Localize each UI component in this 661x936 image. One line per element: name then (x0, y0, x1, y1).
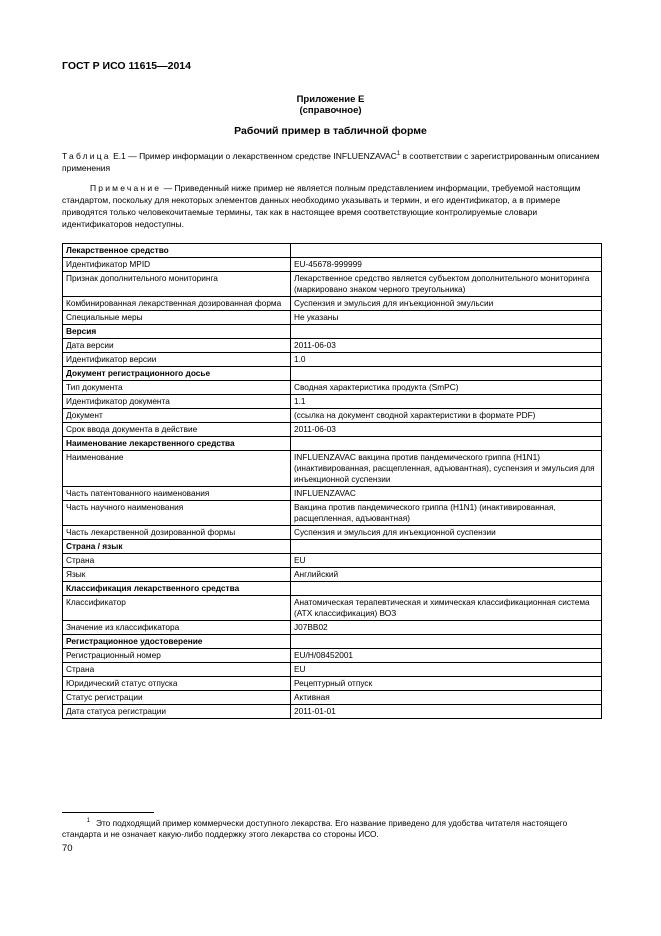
table-section-row (63, 244, 602, 258)
attribute-cell: Идентификатор MPID (63, 258, 291, 272)
value-cell: Не указаны (291, 311, 602, 325)
section-title: Рабочий пример в табличной форме (234, 125, 427, 137)
table-row (63, 568, 602, 582)
value-cell: INFLUENZAVAC вакцина против пандемического гриппа (H1N1) (инактивированная, расщепленная, адъювантная), суспензия и эмульсия для инъекционной суспензии (291, 451, 602, 487)
table-row (63, 501, 602, 526)
value-cell (291, 325, 602, 339)
section-heading-cell: Наименование лекарственного средства (63, 437, 291, 451)
footnote-ref: 1 (396, 151, 401, 157)
attribute-cell: Часть научного наименования (63, 501, 291, 526)
table-row (63, 663, 602, 677)
section-heading-cell: Классификация лекарственного средства (63, 582, 291, 596)
table-row (63, 395, 602, 409)
value-cell: INFLUENZAVAC (291, 487, 602, 501)
value-cell (291, 367, 602, 381)
table-row (63, 677, 602, 691)
attribute-cell: Юридический статус отпуска (63, 677, 291, 691)
table-row (63, 554, 602, 568)
value-cell: EU (291, 554, 602, 568)
section-heading-cell: Лекарственное средство (63, 244, 291, 258)
attribute-cell: Часть лекарственной дозированной формы (63, 526, 291, 540)
table-row (63, 409, 602, 423)
section-heading-cell: Документ регистрационного досье (63, 367, 291, 381)
table-row (63, 297, 602, 311)
table-row (63, 705, 602, 719)
value-cell (291, 540, 602, 554)
value-cell: EU-45678-999999 (291, 258, 602, 272)
attribute-cell: Комбинированная лекарственная дозированная форма (63, 297, 291, 311)
table-section-row (63, 635, 602, 649)
document-header: ГОСТ Р ИСО 11615—2014 (62, 60, 191, 72)
table-row (63, 339, 602, 353)
value-cell: Рецептурный отпуск (291, 677, 602, 691)
table-row (63, 311, 602, 325)
value-cell: J07BB02 (291, 621, 602, 635)
table-section-row (63, 367, 602, 381)
table-row (63, 649, 602, 663)
table-section-row (63, 540, 602, 554)
value-cell: Суспензия и эмульсия для инъекционной суспензии (291, 526, 602, 540)
value-cell: Лекарственное средство является субъектом дополнительного мониторинга (маркировано знаком черного треугольника) (291, 272, 602, 297)
table-row (63, 272, 602, 297)
footnote-mark: 1 (86, 818, 90, 824)
caption-text: Е.1 — Пример информации о лекарственном средстве INFLUENZAVAC (110, 150, 397, 161)
value-cell: 2011-06-03 (291, 423, 602, 437)
attribute-cell: Классификатор (63, 596, 291, 621)
value-cell: Анатомическая терапевтическая и химическая классификационная система (ATX классификация) ВОЗ (291, 596, 602, 621)
value-cell (291, 582, 602, 596)
value-cell: Вакцина против пандемического гриппа (H1N1) (инактивированная, расщепленная, адъювантная) (291, 501, 602, 526)
section-heading-cell: Версия (63, 325, 291, 339)
table-row (63, 596, 602, 621)
attribute-cell: Дата версии (63, 339, 291, 353)
table-section-row (63, 582, 602, 596)
attribute-cell: Специальные меры (63, 311, 291, 325)
value-cell: Суспензия и эмульсия для инъекционной эмульсии (291, 297, 602, 311)
value-cell: EU (291, 663, 602, 677)
appendix-title: Приложение Е (296, 94, 365, 105)
table-row (63, 526, 602, 540)
caption-label: Таблица (62, 150, 111, 161)
value-cell: EU/H/08452001 (291, 649, 602, 663)
attribute-cell: Наименование (63, 451, 291, 487)
attribute-cell: Значение из классификатора (63, 621, 291, 635)
footnote (62, 816, 602, 841)
note-text: — Приведенный ниже пример не является полным представлением информации, требуемой настоящим стандартом, поскольку для некоторых элементов данных необходимо указывать и термин, и его идентификатор, а в примере приводятся только человекочитаемые термины, так как в настоящее время соответствующие контролируемые словари идентификаторов недоступны. (62, 183, 581, 229)
value-cell: (ссылка на документ сводной характеристики в формате PDF) (291, 409, 602, 423)
value-cell: Сводная характеристика продукта (SmPC) (291, 381, 602, 395)
value-cell (291, 244, 602, 258)
value-cell (291, 437, 602, 451)
note-paragraph (62, 182, 602, 230)
attribute-cell: Дата статуса регистрации (63, 705, 291, 719)
value-cell: 1.1 (291, 395, 602, 409)
attribute-cell: Страна (63, 663, 291, 677)
section-heading-cell: Регистрационное удостоверение (63, 635, 291, 649)
attribute-cell: Срок ввода документа в действие (63, 423, 291, 437)
footnote-text: Это подходящий пример коммерчески доступного лекарства. Его название приведено для удобства читателя настоящего стандарта и не означает какую-либо поддержку этого лекарства со стороны ИСО. (62, 817, 568, 840)
attribute-cell: Документ (63, 409, 291, 423)
table-row (63, 258, 602, 272)
value-cell: 2011-06-03 (291, 339, 602, 353)
section-heading-cell: Страна / язык (63, 540, 291, 554)
table-row (63, 691, 602, 705)
attribute-cell: Идентификатор версии (63, 353, 291, 367)
value-cell: Английский (291, 568, 602, 582)
appendix-subtitle: (справочное) (299, 105, 362, 116)
table-row (63, 487, 602, 501)
attribute-cell: Часть патентованного наименования (63, 487, 291, 501)
table-row (63, 621, 602, 635)
value-cell: 1.0 (291, 353, 602, 367)
table-caption (62, 148, 602, 174)
product-info-table (62, 243, 602, 719)
table-row (63, 353, 602, 367)
attribute-cell: Язык (63, 568, 291, 582)
attribute-cell: Тип документа (63, 381, 291, 395)
table-section-row (63, 437, 602, 451)
footnote-separator (62, 812, 154, 813)
attribute-cell: Статус регистрации (63, 691, 291, 705)
value-cell (291, 635, 602, 649)
attribute-cell: Признак дополнительного мониторинга (63, 272, 291, 297)
attribute-cell: Страна (63, 554, 291, 568)
value-cell: 2011-01-01 (291, 705, 602, 719)
table-section-row (63, 325, 602, 339)
attribute-cell: Регистрационный номер (63, 649, 291, 663)
caption-rest: в соответствии с зарегистрированным описанием применения (62, 150, 600, 173)
table-row (63, 451, 602, 487)
table-row (63, 423, 602, 437)
table-row (63, 381, 602, 395)
attribute-cell: Идентификатор документа (63, 395, 291, 409)
page-number: 70 (62, 843, 73, 854)
value-cell: Активная (291, 691, 602, 705)
note-label: Примечание (90, 183, 162, 193)
